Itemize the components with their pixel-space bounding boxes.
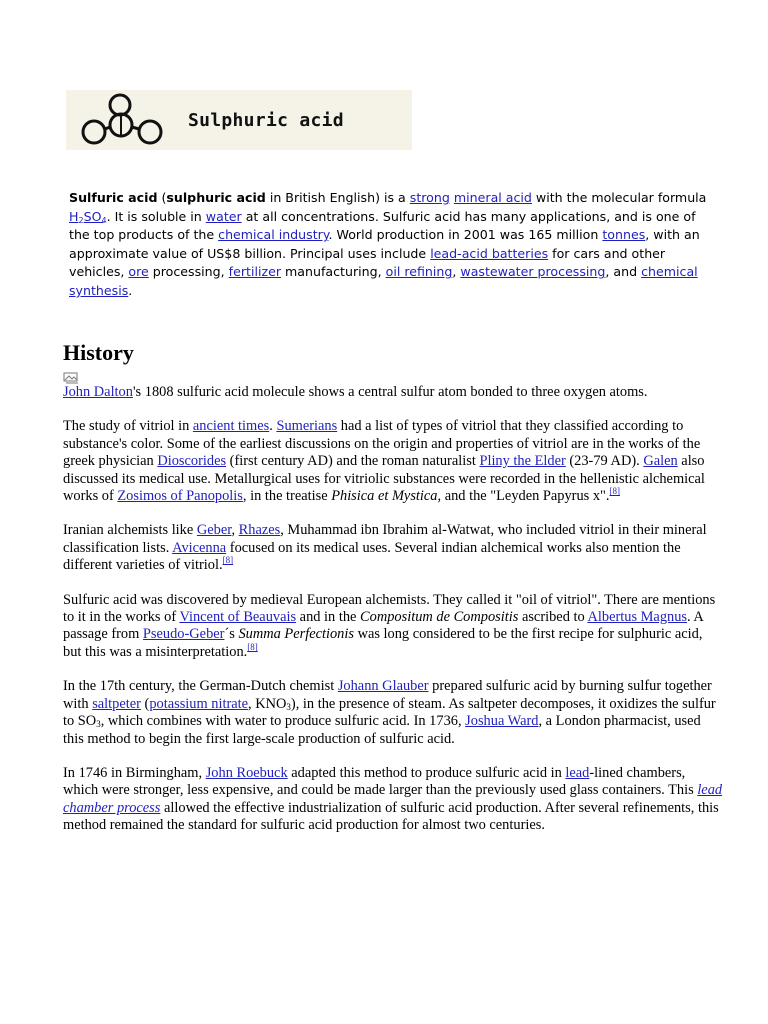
history-paragraph-2: Iranian alchemists like Geber, Rhazes, Muhammad ibn Ibrahim al-Watwat, who included vitriol in their mineral classification lists. Avicenna focused on its medical uses. Several indian alchemical works also mention the different varieties of vitriol.[8] (63, 522, 707, 574)
link-chemical-synthesis[interactable]: chemical synthesis (69, 264, 698, 298)
link-avicenna[interactable]: Avicenna (172, 539, 227, 556)
link-geber[interactable]: Geber (196, 522, 232, 539)
reference-8-link[interactable]: [8] (247, 641, 258, 652)
image-caption: John Dalton's 1808 sulfuric acid molecule shows a central sulfur atom bonded to three oxygen atoms. (63, 384, 648, 400)
link-oil-refining[interactable]: oil refining (385, 264, 453, 280)
link-sumerians[interactable]: Sumerians (276, 418, 338, 435)
history-paragraph-3: Sulfuric acid was discovered by medieval European alchemists. They called it "oil of vitriol". There are mentions to it in the works of Vincent of Beauvais and in the Compositum de Compositis ascribed to Albertus Magnus. A passage from Pseudo-Geber´s Summa Perfectionis was long considered to be the first recipe for sulphuric acid, but this was a misinterpretation.[8] (63, 591, 716, 660)
link-water[interactable]: water (205, 208, 242, 224)
history-section (63, 384, 723, 852)
term-sulfuric-acid: Sulfuric acid (69, 190, 158, 205)
title-compositum-de-compositis: Compositum de Compositis (360, 609, 519, 626)
reference-8-link[interactable]: [8] (609, 486, 621, 497)
link-mineral-acid[interactable]: mineral acid (453, 190, 532, 205)
history-paragraph-1: The study of vitriol in ancient times. Sumerians had a list of types of vitriol that they classified according to substance's color. Some of the earliest discussions on the origin and properties of vitriol are in the works of the greek physician Dioscorides (first century AD) and the roman naturalist Pliny the Elder (23-79 AD). Galen also discussed its medical use. Metallurgical uses for vitriolic substances were recorded in the hellenistic alchemical works of Zosimos of Panopolis, in the treatise Phisica et Mystica, and the "Leyden Papyrus x".[8] (63, 418, 705, 505)
title-phisica-et-mystica: Phisica et Mystica (331, 488, 438, 505)
banner-title: Sulphuric acid (188, 110, 344, 131)
link-lead-chamber-process[interactable]: lead chamber process (63, 782, 723, 816)
link-pliny-the-elder[interactable]: Pliny the Elder (479, 453, 566, 470)
link-lead-acid-batteries[interactable]: lead-acid batteries (430, 245, 549, 261)
link-ancient-times[interactable]: ancient times (192, 418, 270, 435)
link-wastewater-processing[interactable]: wastewater processing (460, 264, 606, 280)
link-john-dalton[interactable]: John Dalton (63, 384, 133, 400)
link-strong[interactable]: strong (409, 190, 450, 205)
image-placeholder-icon (63, 372, 79, 384)
link-chemical-industry[interactable]: chemical industry (218, 227, 329, 243)
link-dioscorides[interactable]: Dioscorides (157, 453, 227, 470)
link-potassium-nitrate[interactable]: potassium nitrate (149, 695, 249, 712)
link-rhazes[interactable]: Rhazes (238, 522, 281, 539)
link-galen[interactable]: Galen (643, 453, 678, 470)
intro-paragraph: Sulfuric acid (sulphuric acid in British English) is a strong mineral acid with the molecular formula $H_2SO_4$. It is soluble in water at all concentrations. Sulfuric acid has many applications, and is one of the top products of the chemical industry. World production in 2001 was 165 million tonnes, with an approximate value of US$8 billion. Principal uses include lead-acid batteries for cars and other vehicles, ore processing, fertilizer manufacturing, oil refining, wastewater processing, and chemical synthesis. (69, 190, 707, 298)
history-heading: History (63, 340, 134, 365)
term-sulphuric-acid: sulphuric acid (166, 190, 266, 205)
link-formula-h2so4[interactable]: $H_2SO_4$ (69, 208, 107, 225)
link-john-roebuck[interactable]: John Roebuck (205, 764, 288, 781)
link-johann-glauber[interactable]: Johann Glauber (337, 678, 429, 695)
link-zosimos-of-panopolis[interactable]: Zosimos of Panopolis (117, 488, 243, 505)
link-tonnes[interactable]: tonnes (602, 227, 646, 243)
link-joshua-ward[interactable]: Joshua Ward (465, 713, 539, 730)
history-paragraph-4: In the 17th century, the German-Dutch chemist Johann Glauber prepared sulfuric acid by burning sulfur together with saltpeter (potassium nitrate, $KNO_3$), in the presence of steam. As saltpeter decomposes, it oxidizes the sulfur to $SO_3$, which combines with water to produce sulfuric acid. In 1736, Joshua Ward, a London pharmacist, used this method to begin the first large-scale production of sulfuric acid. (63, 678, 716, 747)
link-albertus-magnus[interactable]: Albertus Magnus (587, 609, 688, 626)
molecule-logo-icon (76, 92, 176, 148)
reference-8-link[interactable]: [8] (222, 555, 234, 566)
link-pseudo-geber[interactable]: Pseudo-Geber (142, 626, 225, 643)
title-banner (66, 90, 412, 150)
link-saltpeter[interactable]: saltpeter (92, 695, 141, 712)
link-vincent-of-beauvais[interactable]: Vincent of Beauvais (179, 609, 297, 626)
link-ore[interactable]: ore (128, 264, 149, 280)
link-fertilizer[interactable]: fertilizer (228, 264, 282, 280)
title-summa-perfectionis: Summa Perfectionis (238, 626, 354, 643)
history-paragraph-5: In 1746 in Birmingham, John Roebuck adapted this method to produce sulfuric acid in lead-lined chambers, which were stronger, less expensive, and could be made larger than the previously used glass containers. This lead chamber process allowed the effective industrialization of sulfuric acid production. After several refinements, this method remained the standard for sulfuric acid production for almost two centuries. (63, 764, 723, 834)
link-lead[interactable]: lead (565, 764, 590, 781)
